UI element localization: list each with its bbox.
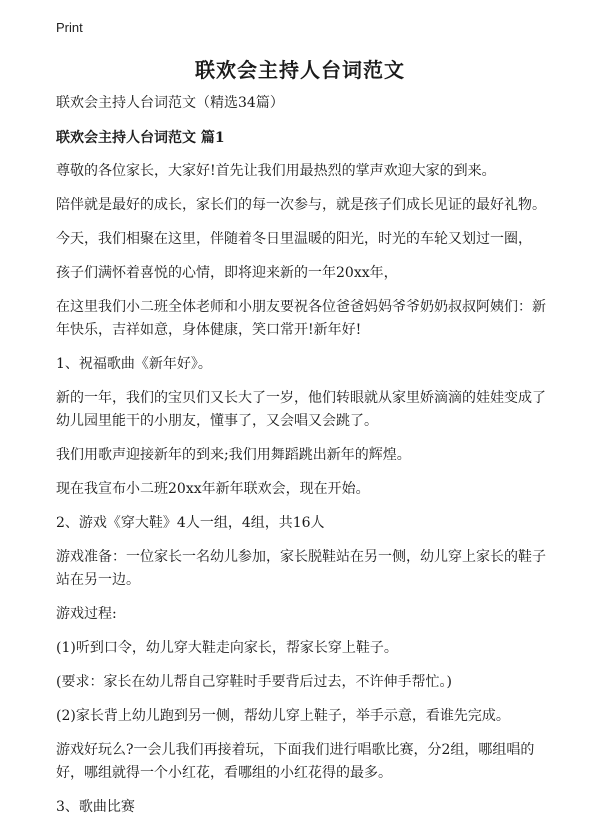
paragraph: 在这里我们小二班全体老师和小朋友要祝各位爸爸妈妈爷爷奶奶叔叔阿姨们：新年快乐，吉祥如意，身体健康，笑口常开!新年好!: [56, 299, 546, 338]
page-title: 联欢会主持人台词范文: [195, 58, 405, 82]
paragraph: 尊敬的各位家长，大家好!首先让我们用最热烈的掌声欢迎大家的到来。: [56, 163, 496, 179]
section-heading: 联欢会主持人台词范文 篇1: [56, 130, 225, 146]
paragraph: 新的一年，我们的宝贝们又长大了一岁，他们转眼就从家里娇滴滴的娃娃变成了幼儿园里能干的小朋友，懂事了，又会唱又会跳了。: [56, 390, 546, 429]
paragraph: (要求：家长在幼儿帮自己穿鞋时手要背后过去，不许伸手帮忙。): [56, 674, 452, 690]
paragraph: (1)听到口令，幼儿穿大鞋走向家长，帮家长穿上鞋子。: [56, 640, 398, 656]
document-body: [56, 92, 552, 830]
list-heading: 1、祝福歌曲《新年好》。: [56, 356, 212, 372]
paragraph: 游戏好玩么?一会儿我们再接着玩，下面我们进行唱歌比赛，分2组，哪组唱的好，哪组就得一个小红花，看哪组的小红花得的最多。: [56, 742, 535, 781]
paragraph: 孩子们满怀着喜悦的心情，即将迎来新的一年20xx年，: [56, 265, 398, 281]
paragraph: 游戏过程:: [56, 606, 117, 622]
paragraph: 陪伴就是最好的成长，家长们的每一次参与，就是孩子们成长见证的最好礼物。: [56, 197, 546, 213]
print-label: Print: [56, 20, 83, 35]
document-subtitle: 联欢会主持人台词范文（精选34篇）: [56, 95, 284, 111]
paragraph: 我们用歌声迎接新年的到来;我们用舞蹈跳出新年的辉煌。: [56, 447, 411, 463]
paragraph: (2)家长背上幼儿跑到另一侧，帮幼儿穿上鞋子，举手示意，看谁先完成。: [56, 708, 510, 724]
list-heading: 2、游戏《穿大鞋》4人一组，4组，共16人: [56, 515, 325, 531]
list-heading: 3、歌曲比赛: [56, 799, 135, 815]
paragraph: 今天，我们相聚在这里，伴随着冬日里温暖的阳光，时光的车轮又划过一圈，: [56, 231, 532, 247]
paragraph: 游戏准备：一位家长一名幼儿参加，家长脱鞋站在另一侧，幼儿穿上家长的鞋子站在另一边。: [56, 549, 546, 588]
paragraph: 现在我宣布小二班20xx年新年联欢会，现在开始。: [56, 481, 370, 497]
